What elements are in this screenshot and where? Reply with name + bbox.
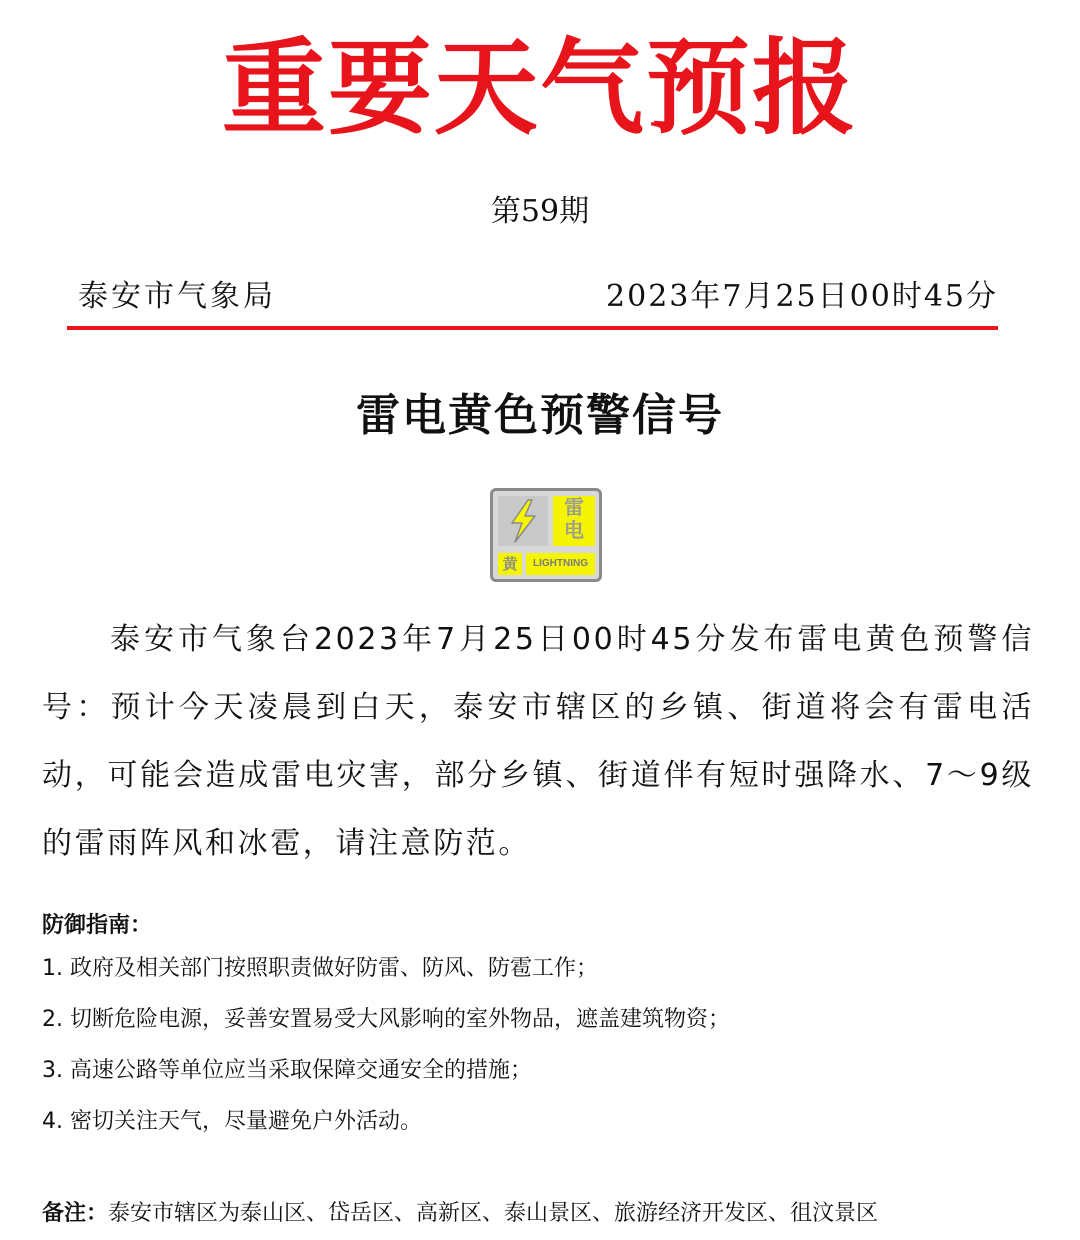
issue-number: 第59期 — [490, 194, 590, 229]
signal-level-label: 黄 — [498, 553, 522, 575]
guide-title: 防御指南： — [42, 913, 153, 938]
guide-item: 4. 密切关注天气，尽量避免户外活动。 — [42, 1109, 422, 1134]
red-divider — [67, 326, 998, 330]
issue-datetime: 2023年7月25日00时45分 — [606, 279, 998, 314]
masthead-title: 重要天气预报 — [221, 26, 858, 149]
note-label: 备注： — [42, 1201, 109, 1226]
lightning-yellow-warning-icon — [490, 488, 602, 582]
signal-english-label: LIGHTNING — [526, 553, 595, 575]
issuing-agency: 泰安市气象局 — [78, 279, 276, 314]
signal-type-label — [553, 496, 595, 546]
guide-item: 2. 切断危险电源，妥善安置易受大风影响的室外物品，遮盖建筑物资； — [42, 1007, 730, 1032]
note — [42, 1194, 1042, 1234]
guide-item: 1. 政府及相关部门按照职责做好防雷、防风、防雹工作； — [42, 956, 598, 981]
signal-char-bottom: 电 — [564, 518, 584, 542]
warning-body: 泰安市气象台2023年7月25日00时45分发布雷电黄色预警信号：预计今天凌晨到白天，泰安市辖区的乡镇、街道将会有雷电活动，可能会造成雷电灾害，部分乡镇、街道伴有短时强降水、7～9级的雷雨阵风和冰雹，请注意防范。 — [42, 622, 1034, 861]
lightning-bolt-icon — [498, 496, 548, 546]
note-text: 泰安市辖区为泰山区、岱岳区、高新区、泰山景区、旅游经济开发区、徂汶景区 — [108, 1201, 879, 1226]
warning-title: 雷电黄色预警信号 — [356, 390, 724, 441]
signal-char-top: 雷 — [564, 495, 584, 519]
guide-item: 3. 高速公路等单位应当采取保障交通安全的措施； — [42, 1058, 532, 1083]
meta-row — [78, 275, 998, 319]
guide-list — [42, 948, 730, 1152]
